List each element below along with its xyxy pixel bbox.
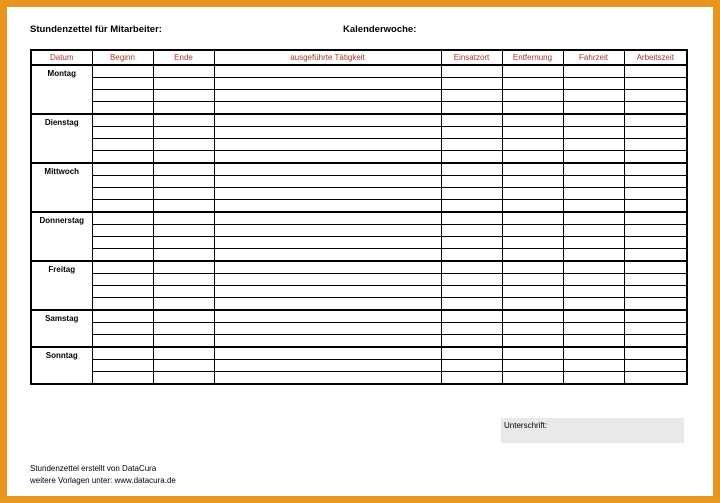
entry-cell[interactable]: [153, 188, 214, 200]
entry-cell[interactable]: [502, 65, 563, 78]
entry-cell[interactable]: [563, 212, 624, 225]
entry-cell[interactable]: [92, 225, 153, 237]
entry-cell[interactable]: [153, 102, 214, 115]
entry-cell[interactable]: [563, 372, 624, 385]
entry-cell[interactable]: [563, 200, 624, 213]
col-header-entfernung: Entfernung: [502, 50, 563, 65]
table-row: [31, 151, 687, 164]
entry-cell[interactable]: [214, 139, 441, 151]
entry-cell[interactable]: [563, 335, 624, 348]
entry-cell[interactable]: [502, 90, 563, 102]
entry-cell[interactable]: [153, 65, 214, 78]
entry-cell[interactable]: [563, 188, 624, 200]
entry-cell[interactable]: [502, 261, 563, 274]
entry-cell[interactable]: [153, 151, 214, 164]
entry-cell[interactable]: [502, 372, 563, 385]
table-row: [31, 114, 687, 127]
entry-cell[interactable]: [214, 372, 441, 385]
col-header-taetigkeit: ausgeführte Tätigkeit: [214, 50, 441, 65]
col-header-ende: Ende: [153, 50, 214, 65]
day-label: Freitag: [31, 261, 92, 310]
entry-cell[interactable]: [624, 163, 687, 176]
entry-cell[interactable]: [92, 127, 153, 139]
entry-cell[interactable]: [563, 151, 624, 164]
table-row: [31, 237, 687, 249]
footer-link: weitere Vorlagen unter: www.datacura.de: [30, 476, 176, 485]
entry-cell[interactable]: [214, 347, 441, 360]
table-row: [31, 90, 687, 102]
col-header-datum: Datum: [31, 50, 92, 65]
entry-cell[interactable]: [92, 176, 153, 188]
entry-cell[interactable]: [92, 188, 153, 200]
entry-cell[interactable]: [563, 90, 624, 102]
entry-cell[interactable]: [502, 347, 563, 360]
entry-cell[interactable]: [92, 151, 153, 164]
entry-cell[interactable]: [441, 188, 502, 200]
week-label: Kalenderwoche:: [343, 24, 417, 35]
entry-cell[interactable]: [214, 114, 441, 127]
entry-cell[interactable]: [563, 237, 624, 249]
table-row: [31, 102, 687, 115]
entry-cell[interactable]: [214, 225, 441, 237]
entry-cell[interactable]: [214, 335, 441, 348]
entry-cell[interactable]: [92, 335, 153, 348]
entry-cell[interactable]: [624, 65, 687, 78]
entry-cell[interactable]: [502, 237, 563, 249]
entry-cell[interactable]: [441, 200, 502, 213]
entry-cell[interactable]: [441, 360, 502, 372]
entry-cell[interactable]: [214, 360, 441, 372]
entry-cell[interactable]: [441, 298, 502, 311]
table-row: [31, 335, 687, 348]
entry-cell[interactable]: [441, 335, 502, 348]
entry-cell[interactable]: [92, 237, 153, 249]
entry-cell[interactable]: [214, 176, 441, 188]
entry-cell[interactable]: [92, 90, 153, 102]
entry-cell[interactable]: [441, 274, 502, 286]
table-row: [31, 65, 687, 78]
entry-cell[interactable]: [624, 225, 687, 237]
timesheet-body: [31, 65, 687, 384]
entry-cell[interactable]: [502, 298, 563, 311]
entry-cell[interactable]: [624, 102, 687, 115]
entry-cell[interactable]: [624, 335, 687, 348]
entry-cell[interactable]: [502, 139, 563, 151]
entry-cell[interactable]: [624, 212, 687, 225]
entry-cell[interactable]: [563, 249, 624, 262]
entry-cell[interactable]: [441, 347, 502, 360]
table-row: [31, 127, 687, 139]
entry-cell[interactable]: [502, 225, 563, 237]
entry-cell[interactable]: [563, 163, 624, 176]
entry-cell[interactable]: [563, 102, 624, 115]
header-row: [31, 50, 687, 65]
entry-cell[interactable]: [92, 139, 153, 151]
col-header-arbeitszeit: Arbeitszeit: [624, 50, 687, 65]
entry-cell[interactable]: [214, 261, 441, 274]
entry-cell[interactable]: [502, 310, 563, 323]
day-label: Dienstag: [31, 114, 92, 163]
entry-cell[interactable]: [153, 139, 214, 151]
entry-cell[interactable]: [153, 286, 214, 298]
timesheet-table: [30, 49, 688, 385]
table-row: [31, 139, 687, 151]
entry-cell[interactable]: [624, 274, 687, 286]
entry-cell[interactable]: [153, 372, 214, 385]
entry-cell[interactable]: [624, 127, 687, 139]
entry-cell[interactable]: [441, 163, 502, 176]
entry-cell[interactable]: [502, 102, 563, 115]
entry-cell[interactable]: [563, 176, 624, 188]
day-label: Montag: [31, 65, 92, 114]
entry-cell[interactable]: [92, 298, 153, 311]
entry-cell[interactable]: [153, 127, 214, 139]
entry-cell[interactable]: [441, 139, 502, 151]
entry-cell[interactable]: [214, 151, 441, 164]
entry-cell[interactable]: [214, 249, 441, 262]
entry-cell[interactable]: [441, 114, 502, 127]
table-row: [31, 274, 687, 286]
table-row: [31, 347, 687, 360]
entry-cell[interactable]: [624, 261, 687, 274]
entry-cell[interactable]: [441, 65, 502, 78]
entry-cell[interactable]: [441, 78, 502, 90]
entry-cell[interactable]: [624, 310, 687, 323]
table-row: [31, 310, 687, 323]
entry-cell[interactable]: [153, 114, 214, 127]
table-row: [31, 225, 687, 237]
entry-cell[interactable]: [441, 372, 502, 385]
col-header-fahrzeit: Fahrzeit: [563, 50, 624, 65]
entry-cell[interactable]: [92, 286, 153, 298]
entry-cell[interactable]: [563, 78, 624, 90]
entry-cell[interactable]: [153, 274, 214, 286]
entry-cell[interactable]: [214, 274, 441, 286]
entry-cell[interactable]: [214, 310, 441, 323]
entry-cell[interactable]: [563, 65, 624, 78]
entry-cell[interactable]: [563, 323, 624, 335]
day-label: Samstag: [31, 310, 92, 347]
entry-cell[interactable]: [214, 286, 441, 298]
entry-cell[interactable]: [502, 78, 563, 90]
entry-cell[interactable]: [441, 102, 502, 115]
entry-cell[interactable]: [214, 200, 441, 213]
entry-cell[interactable]: [624, 347, 687, 360]
footer-credit: Stundenzettel erstellt von DataCura: [30, 464, 157, 473]
entry-cell[interactable]: [92, 163, 153, 176]
table-row: [31, 188, 687, 200]
day-label: Mittwoch: [31, 163, 92, 212]
entry-cell[interactable]: [92, 360, 153, 372]
entry-cell[interactable]: [441, 90, 502, 102]
table-row: [31, 261, 687, 274]
entry-cell[interactable]: [441, 225, 502, 237]
col-header-beginn: Beginn: [92, 50, 153, 65]
entry-cell[interactable]: [563, 347, 624, 360]
entry-cell[interactable]: [502, 127, 563, 139]
entry-cell[interactable]: [563, 127, 624, 139]
entry-cell[interactable]: [92, 347, 153, 360]
table-row: [31, 249, 687, 262]
entry-cell[interactable]: [624, 298, 687, 311]
entry-cell[interactable]: [153, 225, 214, 237]
entry-cell[interactable]: [624, 139, 687, 151]
entry-cell[interactable]: [153, 298, 214, 311]
entry-cell[interactable]: [153, 310, 214, 323]
entry-cell[interactable]: [214, 188, 441, 200]
entry-cell[interactable]: [92, 102, 153, 115]
entry-cell[interactable]: [502, 274, 563, 286]
entry-cell[interactable]: [214, 237, 441, 249]
entry-cell[interactable]: [441, 261, 502, 274]
entry-cell[interactable]: [502, 114, 563, 127]
table-row: [31, 360, 687, 372]
entry-cell[interactable]: [153, 335, 214, 348]
entry-cell[interactable]: [563, 274, 624, 286]
entry-cell[interactable]: [153, 261, 214, 274]
table-row: [31, 323, 687, 335]
entry-cell[interactable]: [624, 237, 687, 249]
entry-cell[interactable]: [153, 237, 214, 249]
entry-cell[interactable]: [624, 323, 687, 335]
table-row: [31, 372, 687, 385]
entry-cell[interactable]: [92, 323, 153, 335]
entry-cell[interactable]: [502, 360, 563, 372]
entry-cell[interactable]: [153, 176, 214, 188]
entry-cell[interactable]: [214, 90, 441, 102]
entry-cell[interactable]: [624, 188, 687, 200]
entry-cell[interactable]: [624, 114, 687, 127]
entry-cell[interactable]: [214, 102, 441, 115]
entry-cell[interactable]: [214, 323, 441, 335]
entry-cell[interactable]: [92, 310, 153, 323]
entry-cell[interactable]: [214, 298, 441, 311]
entry-cell[interactable]: [624, 200, 687, 213]
entry-cell[interactable]: [92, 261, 153, 274]
entry-cell[interactable]: [214, 127, 441, 139]
entry-cell[interactable]: [563, 261, 624, 274]
entry-cell[interactable]: [502, 163, 563, 176]
entry-cell[interactable]: [624, 151, 687, 164]
entry-cell[interactable]: [563, 298, 624, 311]
day-label: Sonntag: [31, 347, 92, 384]
table-row: [31, 200, 687, 213]
entry-cell[interactable]: [153, 323, 214, 335]
form-title: Stundenzettel für Mitarbeiter:: [30, 24, 162, 35]
entry-cell[interactable]: [624, 286, 687, 298]
table-row: [31, 176, 687, 188]
entry-cell[interactable]: [624, 90, 687, 102]
entry-cell[interactable]: [502, 176, 563, 188]
signature-field[interactable]: [501, 418, 684, 443]
entry-cell[interactable]: [563, 310, 624, 323]
entry-cell[interactable]: [153, 360, 214, 372]
entry-cell[interactable]: [624, 176, 687, 188]
entry-cell[interactable]: [624, 249, 687, 262]
table-row: [31, 298, 687, 311]
entry-cell[interactable]: [624, 360, 687, 372]
entry-cell[interactable]: [153, 200, 214, 213]
entry-cell[interactable]: [502, 249, 563, 262]
entry-cell[interactable]: [214, 65, 441, 78]
entry-cell[interactable]: [441, 249, 502, 262]
entry-cell[interactable]: [563, 114, 624, 127]
entry-cell[interactable]: [153, 78, 214, 90]
entry-cell[interactable]: [563, 139, 624, 151]
entry-cell[interactable]: [441, 151, 502, 164]
entry-cell[interactable]: [153, 90, 214, 102]
entry-cell[interactable]: [153, 163, 214, 176]
entry-cell[interactable]: [92, 114, 153, 127]
entry-cell[interactable]: [153, 212, 214, 225]
entry-cell[interactable]: [441, 212, 502, 225]
entry-cell[interactable]: [441, 323, 502, 335]
table-row: [31, 212, 687, 225]
entry-cell[interactable]: [153, 347, 214, 360]
entry-cell[interactable]: [92, 200, 153, 213]
entry-cell[interactable]: [563, 286, 624, 298]
entry-cell[interactable]: [441, 176, 502, 188]
col-header-einsatzort: Einsatzort: [441, 50, 502, 65]
entry-cell[interactable]: [441, 310, 502, 323]
entry-cell[interactable]: [214, 163, 441, 176]
day-label: Donnerstag: [31, 212, 92, 261]
entry-cell[interactable]: [624, 78, 687, 90]
entry-cell[interactable]: [502, 188, 563, 200]
entry-cell[interactable]: [502, 286, 563, 298]
entry-cell[interactable]: [92, 78, 153, 90]
entry-cell[interactable]: [214, 78, 441, 90]
entry-cell[interactable]: [441, 237, 502, 249]
entry-cell[interactable]: [502, 200, 563, 213]
entry-cell[interactable]: [92, 65, 153, 78]
entry-cell[interactable]: [214, 212, 441, 225]
entry-cell[interactable]: [502, 323, 563, 335]
entry-cell[interactable]: [92, 212, 153, 225]
entry-cell[interactable]: [502, 151, 563, 164]
entry-cell[interactable]: [563, 360, 624, 372]
table-row: [31, 78, 687, 90]
entry-cell[interactable]: [502, 335, 563, 348]
entry-cell[interactable]: [92, 249, 153, 262]
table-row: [31, 163, 687, 176]
entry-cell[interactable]: [441, 127, 502, 139]
entry-cell[interactable]: [92, 372, 153, 385]
entry-cell[interactable]: [563, 225, 624, 237]
entry-cell[interactable]: [624, 372, 687, 385]
entry-cell[interactable]: [502, 212, 563, 225]
entry-cell[interactable]: [153, 249, 214, 262]
entry-cell[interactable]: [92, 274, 153, 286]
entry-cell[interactable]: [441, 286, 502, 298]
signature-label: Unterschrift:: [504, 421, 548, 430]
table-row: [31, 286, 687, 298]
